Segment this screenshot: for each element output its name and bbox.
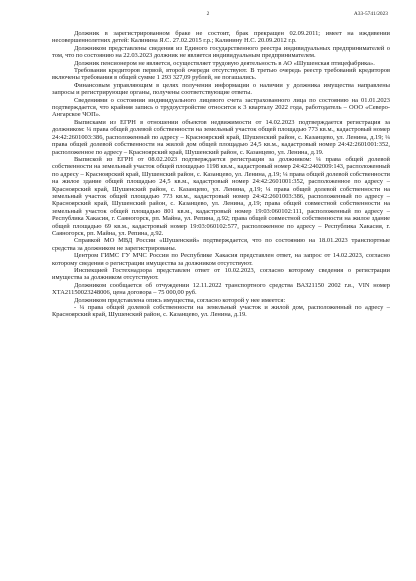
page-number: 2 [206,11,210,17]
paragraph-mvd: Справкой МО МВД России «Шушенский» подтверждается, что по состоянию на 18.01.2023 транспортные средства за должником не зарегистрированы. [52,237,390,252]
paragraph-egrn-2: Выпиской из ЕГРН от 08.02.2023 подтверждается регистрация за должником: ¼ права общей долевой собственности на земельный участок общей площадью 1198 кв.м., кадастровый номер 24:42:2402009:143, расположенный по адресу – Красноярский край, Шушенский район, с. Казанцево, ул. Ленина, д.19; ¼ права общей долевой собственности на жилое здание общей площадью 24,5 кв.м., кадастровый номер 24:42:2601001:352, расположенное по адресу – Красноярский край, Шушенский район, с. Казанцево, ул. Ленина, д.19; ¼ права общей долевой собственности на земельный участок общей площадью 773 кв.м., кадастровый номер 24:42:2601003:386, расположенный по адресу – Красноярский край, Шушенский район, с. Казанцево, ул. Ленина, д.19; права общей совместной собственности на земельный участок общей площадью 801 кв.м., кадастровый номер 19:03:060102:111, расположенный по адресу – Республика Хакасия, г. Саяногорск, рп. Майна, ул. Репина, д.92; права общей совместной собственности на жилое здание общей площадью 69 кв.м., кадастровый номер 19:03:060102:577, расположенное по адресу – Республика Хакасия, г. Саяногорск, рп. Майна, ул. Репина, д.92. [52,155,390,237]
paragraph-creditors: Требования кредиторов первой, второй очереди отсутствуют. В третью очередь реестр требований кредиторов включены требования в общей сумме 1 293 327,09 рублей, не погашались. [52,67,390,82]
paragraph-employment: Должник пенсионером не является, осуществляет трудовую деятельность в АО «Шушенская птицефабрика». [74,59,375,67]
document-body [52,30,390,319]
paragraph-gostekhnadzor: Инспекцией Гостехнадзора представлен ответ от 10.02.2023, согласно которому сведения о регистрации имущества за должником отсутствуют. [52,267,390,282]
paragraph-egrip: Должником представлены сведения из Единого государственного реестра индивидуальных предпринимателей о том, что по состоянию на 22.03.2023 должник не является индивидуальным предпринимателем. [52,44,390,60]
paragraph-inventory-item: - ¼ права общей долевой собственности на земельный участок и жилой дом, расположенный по адресу – Красноярский край, Шушенский район, с. Казанцево, ул. Ленина, д.19. [52,304,390,319]
paragraph-personal-account: Сведениями о состоянии индивидуального лицевого счета застрахованного лица по состоянию на 01.01.2023 подтверждается, что крайняя запись о трудоустройстве относится к 3 кварталу 2022 года, работодатель – ООО «Северо-Ангарское ЧОП». [52,96,390,119]
paragraph-gims: Центром ГИМС ГУ МЧС России по Республике Хакасия представлен ответ, на запрос от 14.02.2023, согласно которому сведения о регистрации имущества за должником отсутствуют. [52,252,390,267]
paragraph-vehicle-sale: Должником сообщается об отчуждении 12.11.2022 транспортного средства ВАЗ21150 2002 г.в., VIN номер ХТА21150023248006, цена договора – 75 000,00 руб. [52,281,390,297]
case-number: А33-5741/2023 [353,11,388,17]
paragraph-egrn-1: Выписками из ЕГРН в отношении объектов недвижимости от 14.02.2023 подтверждается регистрация за должником: ¼ права общей долевой собственности на земельный участок общей площадью 773 кв.м., кадастровый номер 24:42:2601003:386, расположенный по адресу – Красноярский край, Шушенский район, с. Казанцево, ул. Ленина, д.19; ¼ права общей долевой собственности на жилой дом общей площадью 24,5 кв.м., кадастровый номер 24:42:2601001:352, расположенное по адресу – Красноярский край, Шушенский район, с. Казанцево, ул. Ленина, д.19. [52,118,390,156]
paragraph-requests: Финансовым управляющим в целях получения информации о наличии у должника имущества направлены запросы и регистрирующие органы, получены соответствующие ответы. [52,81,390,97]
paragraph-marital-status: Должник в зарегистрированном браке не состоит, брак прекращен 02.09.2011; имеет на иждивении несовершеннолетних детей: Калинина Я.С. 27.02.2015 г.р.; Калинину Н.С. 20.09.2012 г.р. [52,30,390,45]
paragraph-inventory: Должником представлена опись имущества, согласно которой у нее имеется: [74,296,286,304]
